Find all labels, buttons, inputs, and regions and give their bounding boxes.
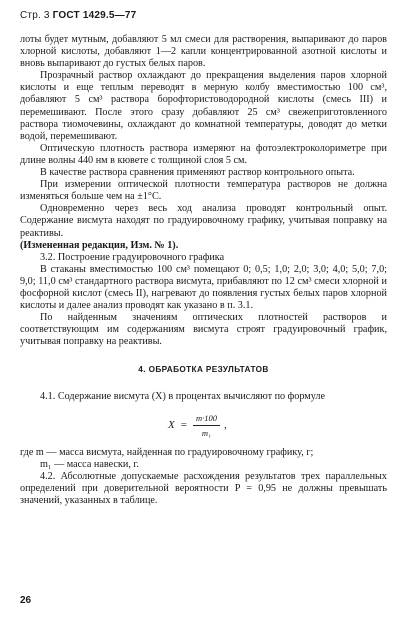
- formula-comma: ,: [223, 419, 227, 432]
- formula-lhs: X: [168, 419, 175, 432]
- paragraph: лоты будет мутным, добавляют 5 мл смеси для растворения, выпаривают до паров хлорной кислоты, добавляют 1—2 капли концентрированной азотной кислоты и вновь выпаривают до густых белых паров.: [20, 34, 387, 70]
- paragraph: При измерении оптической плотности температура растворов не должна изменяться больше чем на ±1°С.: [20, 179, 387, 203]
- formula-fraction: [193, 412, 220, 439]
- document-body: [20, 34, 387, 507]
- variable-definition: m₁ — масса навески, г.: [40, 458, 139, 470]
- page-number: 26: [20, 595, 32, 606]
- section-heading: 4. ОБРАБОТКА РЕЗУЛЬТАТОВ: [138, 365, 269, 375]
- paragraph: 4.1. Содержание висмута (X) в процентах вычисляют по формуле: [40, 390, 325, 402]
- formula-numerator: m·100: [193, 412, 220, 426]
- paragraph: По найденным значениям оптических плотностей растворов и соответствующим им содержаниям висмута строят градуировочный график, учитывая поправку на реактивы.: [20, 312, 387, 348]
- paragraph: Одновременно через весь ход анализа проводят контрольный опыт. Содержание висмута находят по градуировочному графику, учитывая поправку на реактивы.: [20, 203, 387, 239]
- page-header: [20, 10, 136, 22]
- paragraph: Прозрачный раствор охлаждают до прекращения выделения паров хлорной кислоты и еще теплым переводят в мерную колбу вместимостью 100 см³, добавляют 5 см³ раствора борофтористоводородной кислоты (смесь III) и перемешивают. После этого сразу добавляют 25 см³ свежеприготовленного раствора тиомочевины, охлаждают до комнатной температуры, доводят до метки водой, перемешивают.: [20, 70, 387, 142]
- formula: [168, 412, 227, 439]
- formula-denominator: m₁: [201, 427, 211, 438]
- variable-definition: где m — масса висмута, найденная по градуировочному графику, г;: [20, 446, 314, 458]
- paragraph: В стаканы вместимостью 100 см³ помещают 0; 0,5; 1,0; 2,0; 3,0; 4,0; 5,0; 7,0; 9,0; 11,0 см³ стандартного раствора висмута, прибавляют по 12 см³ смеси хлорной и фосфорной кислот (смесь II), нагревают до появления густых белых паров хлорной кислоты и далее анализ проводят как указано в п. 3.1.: [20, 263, 387, 312]
- formula-block: [20, 407, 387, 443]
- header-standard-code: ГОСТ 1429.5—77: [52, 10, 137, 21]
- paragraph: В качестве раствора сравнения применяют раствор контрольного опыта.: [40, 167, 355, 179]
- paragraph: Оптическую плотность раствора измеряют на фотоэлектроколориметре при длине волны 440 нм в кювете с толщиной слоя 5 см.: [20, 142, 387, 166]
- subsection-heading: 3.2. Построение градуировочного графика: [40, 251, 225, 263]
- amendment-note: (Измененная редакция, Изм. № 1).: [20, 239, 179, 251]
- formula-equals: =: [180, 419, 187, 432]
- paragraph: 4.2. Абсолютные допускаемые расхождения результатов трех параллельных определений при доверительной вероятности P = 0,95 не должны превышать значений, указанных в таблице.: [20, 470, 387, 506]
- header-page-ref: Стр. 3: [20, 10, 53, 21]
